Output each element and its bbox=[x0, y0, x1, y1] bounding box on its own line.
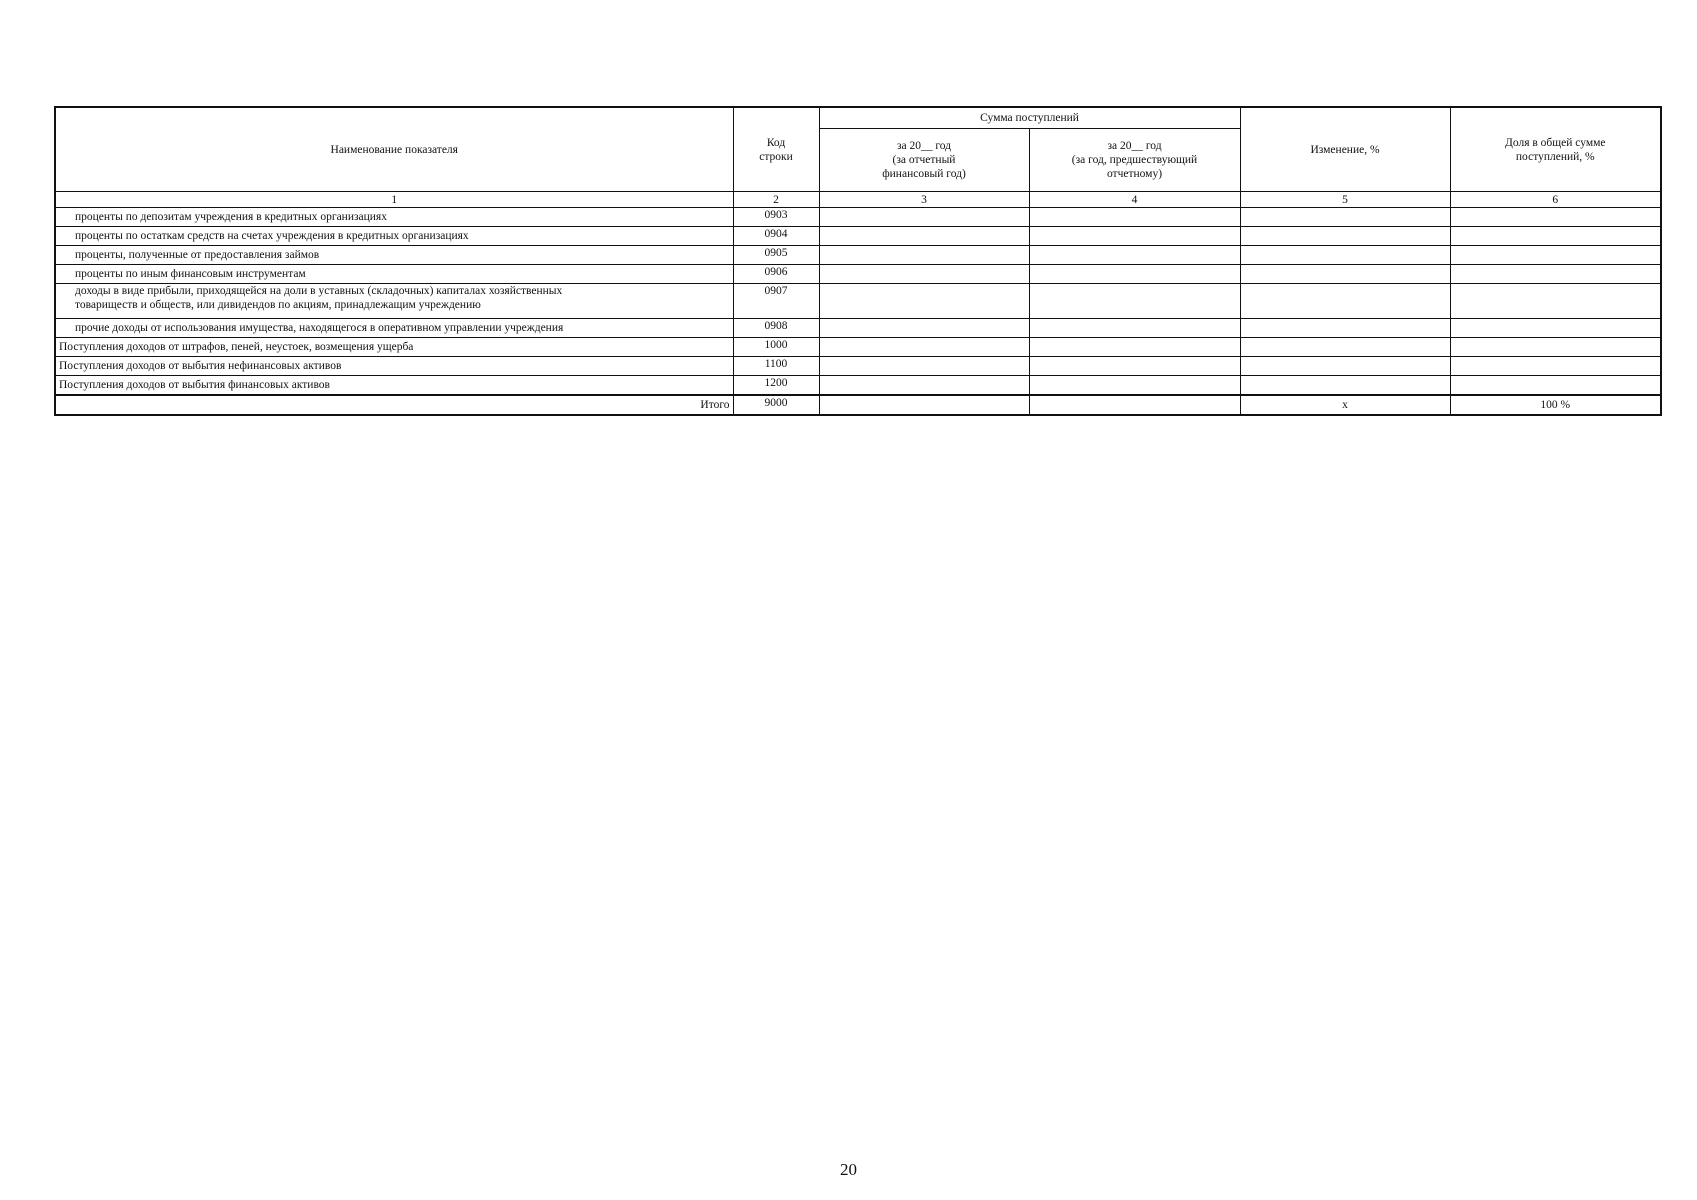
row-current bbox=[819, 208, 1029, 227]
row-name: проценты, полученные от предоставления займов bbox=[55, 246, 733, 265]
column-number: 1 bbox=[55, 192, 733, 208]
table-row bbox=[55, 208, 1661, 227]
total-label: Итого bbox=[55, 395, 733, 415]
report-sheet bbox=[54, 106, 1660, 416]
column-number: 4 bbox=[1029, 192, 1240, 208]
row-code: 0905 bbox=[733, 246, 819, 265]
row-current bbox=[819, 284, 1029, 319]
header-share-line-2: поступлений, % bbox=[1515, 150, 1595, 163]
table-row bbox=[55, 357, 1661, 376]
table-row bbox=[55, 265, 1661, 284]
row-current bbox=[819, 376, 1029, 396]
row-code: 1100 bbox=[733, 357, 819, 376]
header-code-text: Код строки bbox=[759, 136, 793, 163]
table-row bbox=[55, 376, 1661, 396]
header-code bbox=[733, 107, 819, 192]
row-share bbox=[1450, 357, 1661, 376]
header-change: Изменение, % bbox=[1240, 107, 1450, 192]
row-change bbox=[1240, 208, 1450, 227]
row-change bbox=[1240, 319, 1450, 338]
header-current-line-3: финансовый год) bbox=[882, 168, 966, 180]
row-name: Поступления доходов от штрафов, пеней, неустоек, возмещения ущерба bbox=[55, 338, 733, 357]
total-previous bbox=[1029, 395, 1240, 415]
row-current bbox=[819, 319, 1029, 338]
row-change bbox=[1240, 265, 1450, 284]
row-name: проценты по иным финансовым инструментам bbox=[55, 265, 733, 284]
header-current-line-2: (за отчетный bbox=[892, 154, 956, 166]
header-current-year bbox=[819, 129, 1029, 192]
row-code: 0904 bbox=[733, 227, 819, 246]
row-previous bbox=[1029, 284, 1240, 319]
column-number: 3 bbox=[819, 192, 1029, 208]
row-name: Поступления доходов от выбытия финансовых активов bbox=[55, 376, 733, 396]
row-change bbox=[1240, 357, 1450, 376]
row-code: 0908 bbox=[733, 319, 819, 338]
row-previous bbox=[1029, 265, 1240, 284]
header-previous-year bbox=[1029, 129, 1240, 192]
column-number: 5 bbox=[1240, 192, 1450, 208]
row-change bbox=[1240, 227, 1450, 246]
row-previous bbox=[1029, 319, 1240, 338]
row-name: проценты по остаткам средств на счетах учреждения в кредитных организациях bbox=[55, 227, 733, 246]
header-previous-line-1: за 20__ год bbox=[1107, 140, 1162, 152]
row-share bbox=[1450, 284, 1661, 319]
row-change bbox=[1240, 246, 1450, 265]
row-code: 1000 bbox=[733, 338, 819, 357]
header-share-line-1: Доля в общей сумме bbox=[1505, 136, 1606, 149]
row-code: 0907 bbox=[733, 284, 819, 319]
row-previous bbox=[1029, 208, 1240, 227]
row-code: 1200 bbox=[733, 376, 819, 396]
total-share: 100 % bbox=[1450, 395, 1661, 415]
total-change: х bbox=[1240, 395, 1450, 415]
row-previous bbox=[1029, 338, 1240, 357]
row-current bbox=[819, 265, 1029, 284]
row-current bbox=[819, 338, 1029, 357]
table-row bbox=[55, 338, 1661, 357]
row-share bbox=[1450, 246, 1661, 265]
row-share bbox=[1450, 265, 1661, 284]
row-current bbox=[819, 246, 1029, 265]
row-name: прочие доходы от использования имущества, находящегося в оперативном управлении учреждения bbox=[55, 319, 733, 338]
row-name-line-2: товариществ и обществ, или дивидендов по акциям, принадлежащим учреждению bbox=[75, 299, 481, 311]
row-share bbox=[1450, 319, 1661, 338]
total-code: 9000 bbox=[733, 395, 819, 415]
row-current bbox=[819, 357, 1029, 376]
table-row bbox=[55, 246, 1661, 265]
row-share bbox=[1450, 227, 1661, 246]
header-sum-group: Сумма поступлений bbox=[819, 107, 1240, 129]
header-current-line-1: за 20__ год bbox=[896, 140, 952, 152]
page-number: 20 bbox=[840, 1160, 857, 1179]
row-change bbox=[1240, 338, 1450, 357]
row-share bbox=[1450, 208, 1661, 227]
row-name-line-1: доходы в виде прибыли, приходящейся на доли в уставных (складочных) капиталах хозяйственных bbox=[75, 285, 563, 297]
table-row bbox=[55, 284, 1661, 319]
table-row bbox=[55, 227, 1661, 246]
total-current bbox=[819, 395, 1029, 415]
header-name: Наименование показателя bbox=[55, 107, 733, 192]
row-previous bbox=[1029, 376, 1240, 396]
row-code: 0906 bbox=[733, 265, 819, 284]
row-name: Поступления доходов от выбытия нефинансовых активов bbox=[55, 357, 733, 376]
row-previous bbox=[1029, 246, 1240, 265]
row-share bbox=[1450, 376, 1661, 396]
table-row bbox=[55, 319, 1661, 338]
header-share bbox=[1450, 107, 1661, 192]
row-previous bbox=[1029, 357, 1240, 376]
row-current bbox=[819, 227, 1029, 246]
row-previous bbox=[1029, 227, 1240, 246]
column-number: 2 bbox=[733, 192, 819, 208]
revenue-table bbox=[54, 106, 1662, 416]
row-change bbox=[1240, 284, 1450, 319]
column-number-row bbox=[55, 192, 1661, 208]
column-number: 6 bbox=[1450, 192, 1661, 208]
header-row bbox=[55, 107, 1661, 129]
row-code: 0903 bbox=[733, 208, 819, 227]
header-previous-line-3: отчетному) bbox=[1106, 168, 1163, 180]
header-previous-line-2: (за год, предшествующий bbox=[1071, 154, 1198, 166]
row-change bbox=[1240, 376, 1450, 396]
total-row bbox=[55, 395, 1661, 415]
row-name: проценты по депозитам учреждения в кредитных организациях bbox=[55, 208, 733, 227]
row-name bbox=[55, 284, 733, 319]
row-share bbox=[1450, 338, 1661, 357]
